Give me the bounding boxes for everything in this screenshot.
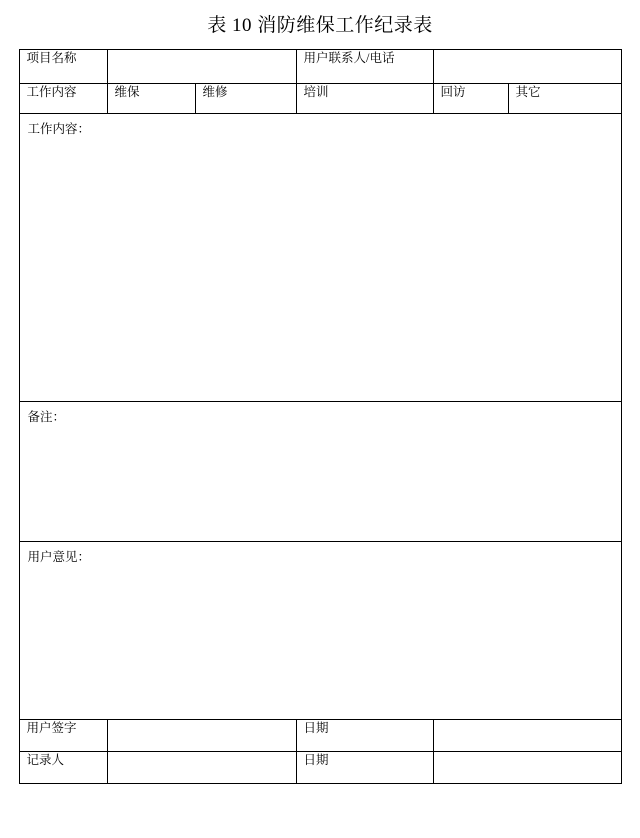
option-training-label: 培训 [303,85,329,99]
table-row-remark [19,402,621,542]
label-user-sign-date [296,720,433,752]
table-row-work-type [19,84,621,114]
option-maintain[interactable] [107,84,195,114]
field-work-content[interactable] [19,114,621,402]
label-user-sign-date-text: 日期 [303,721,329,735]
option-repair-label: 维修 [202,85,228,99]
option-revisit[interactable] [433,84,508,114]
option-training[interactable] [296,84,433,114]
maintenance-record-form [19,49,622,784]
page-title: 表 10 消防维保工作纪录表 [207,15,433,36]
option-maintain-label: 维保 [114,85,140,99]
table-row-project [19,50,621,84]
table-row-recorder [19,752,621,784]
label-recorder [19,752,107,784]
input-recorder[interactable] [107,752,296,784]
option-revisit-label: 回访 [440,85,466,99]
field-user-opinion-label: 用户意见： [27,550,91,564]
option-other-label: 其它 [515,85,541,99]
field-work-content-label: 工作内容： [27,122,91,136]
label-recorder-date-text: 日期 [303,753,329,767]
field-remark-label: 备注： [27,410,66,424]
input-recorder-date[interactable] [433,752,621,784]
option-other[interactable] [508,84,621,114]
label-work-type-text: 工作内容 [26,85,77,99]
input-contact[interactable] [433,50,621,84]
field-remark[interactable] [19,402,621,542]
input-user-signature[interactable] [107,720,296,752]
input-user-sign-date[interactable] [433,720,621,752]
field-user-opinion[interactable] [19,542,621,720]
table-row-user-opinion [19,542,621,720]
label-contact [296,50,433,84]
label-contact-text: 用户联系人/电话 [303,51,395,65]
label-user-signature-text: 用户签字 [26,721,77,735]
label-project-name-text: 项目名称 [26,51,77,65]
label-user-signature [19,720,107,752]
table-row-work-content [19,114,621,402]
option-repair[interactable] [195,84,296,114]
label-project-name [19,50,107,84]
input-project-name[interactable] [107,50,296,84]
label-work-type [19,84,107,114]
label-recorder-text: 记录人 [26,753,65,767]
table-row-user-signature [19,720,621,752]
label-recorder-date [296,752,433,784]
